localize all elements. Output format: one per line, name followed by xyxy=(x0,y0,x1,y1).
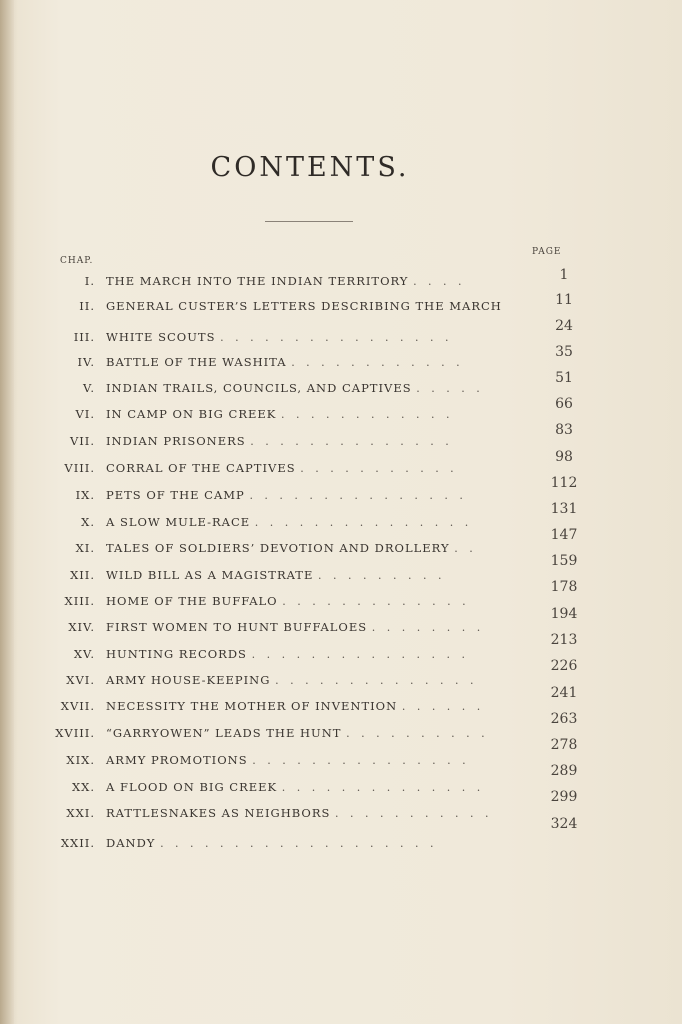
page-number: 324 xyxy=(550,816,578,832)
page-number: 98 xyxy=(555,449,573,465)
contents-row xyxy=(0,647,682,669)
contents-row xyxy=(0,407,682,429)
page-number: 112 xyxy=(550,475,578,491)
chapter-number: XXI. xyxy=(66,806,95,820)
page-number: 131 xyxy=(550,501,578,517)
chapter-number: X. xyxy=(81,515,95,529)
chapter-column-header: CHAP. xyxy=(60,256,94,266)
chapter-title: RATTLESNAKES AS NEIGHBORS . . . . . . . . . . . xyxy=(106,806,493,820)
chapter-title: A FLOOD ON BIG CREEK . . . . . . . . . . . . . . xyxy=(106,780,485,794)
page-number: 241 xyxy=(550,685,578,701)
title-rule xyxy=(265,221,353,222)
page-column-header: PAGE xyxy=(532,247,562,257)
chapter-number: V. xyxy=(83,381,95,395)
page-number: 226 xyxy=(550,658,578,674)
page-number: 263 xyxy=(550,711,578,727)
chapter-number: VII. xyxy=(69,434,95,448)
chapter-title: DANDY . . . . . . . . . . . . . . . . . . . xyxy=(106,836,438,850)
chapter-title: NECESSITY THE MOTHER OF INVENTION . . . . . . xyxy=(106,699,485,713)
page-number: 159 xyxy=(550,553,578,569)
page-number: 11 xyxy=(555,292,573,308)
chapter-number: VI. xyxy=(75,407,95,421)
chapter-title: THE MARCH INTO THE INDIAN TERRITORY . . . . xyxy=(106,274,466,288)
contents-row xyxy=(0,330,682,352)
page-number: 299 xyxy=(550,789,578,805)
chapter-number: XVI. xyxy=(66,673,95,687)
chapter-number: XIII. xyxy=(64,594,95,608)
chapter-number: XX. xyxy=(71,780,95,794)
page-number: 289 xyxy=(550,763,578,779)
chapter-title: WHITE SCOUTS . . . . . . . . . . . . . . . . xyxy=(106,330,453,344)
page-number: 147 xyxy=(550,527,578,543)
contents-row xyxy=(0,726,682,748)
chapter-number: IV. xyxy=(77,355,95,369)
contents-row xyxy=(0,594,682,616)
chapter-number: XIX. xyxy=(66,753,95,767)
page-number: 51 xyxy=(555,370,573,386)
chapter-title: HUNTING RECORDS . . . . . . . . . . . . . . . xyxy=(106,647,470,661)
chapter-title: WILD BILL AS A MAGISTRATE . . . . . . . . . xyxy=(106,568,446,582)
chapter-number: VIII. xyxy=(64,461,95,475)
contents-row xyxy=(0,806,682,828)
chapter-title: INDIAN PRISONERS . . . . . . . . . . . . . . xyxy=(106,434,453,448)
page-number: 66 xyxy=(555,396,573,412)
chapter-number: XVIII. xyxy=(55,726,95,740)
contents-row xyxy=(0,568,682,590)
contents-row xyxy=(0,488,682,510)
chapter-number: III. xyxy=(73,330,95,344)
contents-row xyxy=(0,355,682,377)
page-number: 35 xyxy=(555,344,573,360)
chapter-number: XV. xyxy=(73,647,95,661)
chapter-number: IX. xyxy=(75,488,95,502)
chapter-title: CORRAL OF THE CAPTIVES . . . . . . . . . . . xyxy=(106,461,458,475)
page-title: CONTENTS. xyxy=(210,152,410,183)
chapter-title: HOME OF THE BUFFALO . . . . . . . . . . . . . xyxy=(106,594,470,608)
contents-row xyxy=(0,673,682,695)
chapter-title: “GARRYOWEN” LEADS THE HUNT . . . . . . . . . . xyxy=(106,726,489,740)
page-number: 213 xyxy=(550,632,578,648)
chapter-title: PETS OF THE CAMP . . . . . . . . . . . . . . . xyxy=(106,488,467,502)
page-number: 278 xyxy=(550,737,578,753)
page-number: 24 xyxy=(555,318,573,334)
page-number: 194 xyxy=(550,606,578,622)
chapter-title: TALES OF SOLDIERS’ DEVOTION AND DROLLERY . . xyxy=(106,541,477,555)
chapter-title: ARMY HOUSE-KEEPING . . . . . . . . . . . . . . xyxy=(106,673,478,687)
chapter-number: I. xyxy=(84,274,95,288)
chapter-title: BATTLE OF THE WASHITA . . . . . . . . . . . . xyxy=(106,355,464,369)
chapter-title: GENERAL CUSTER’S LETTERS DESCRIBING THE MARCH xyxy=(106,299,502,313)
chapter-number: XI. xyxy=(75,541,95,555)
contents-row xyxy=(0,434,682,456)
contents-row xyxy=(0,620,682,642)
chapter-title: ARMY PROMOTIONS . . . . . . . . . . . . . . . xyxy=(106,753,470,767)
contents-row xyxy=(0,753,682,775)
contents-row xyxy=(0,541,682,563)
page-number: 1 xyxy=(559,267,569,283)
contents-row xyxy=(0,461,682,483)
contents-row xyxy=(0,780,682,802)
chapter-title: IN CAMP ON BIG CREEK . . . . . . . . . . . . xyxy=(106,407,454,421)
chapter-number: XIV. xyxy=(68,620,95,634)
contents-row xyxy=(0,699,682,721)
page-number: 178 xyxy=(550,579,578,595)
contents-row xyxy=(0,836,682,858)
chapter-title: FIRST WOMEN TO HUNT BUFFALOES . . . . . . . . xyxy=(106,620,485,634)
contents-row xyxy=(0,515,682,537)
contents-row xyxy=(0,381,682,403)
contents-row xyxy=(0,299,682,321)
chapter-title: INDIAN TRAILS, COUNCILS, AND CAPTIVES . . . . . xyxy=(106,381,484,395)
chapter-number: XVII. xyxy=(60,699,95,713)
chapter-number: II. xyxy=(79,299,95,313)
contents-row xyxy=(0,274,682,296)
chapter-number: XXII. xyxy=(60,836,95,850)
page-number: 83 xyxy=(555,422,573,438)
chapter-number: XII. xyxy=(70,568,95,582)
chapter-title: A SLOW MULE-RACE . . . . . . . . . . . . . . . xyxy=(106,515,473,529)
